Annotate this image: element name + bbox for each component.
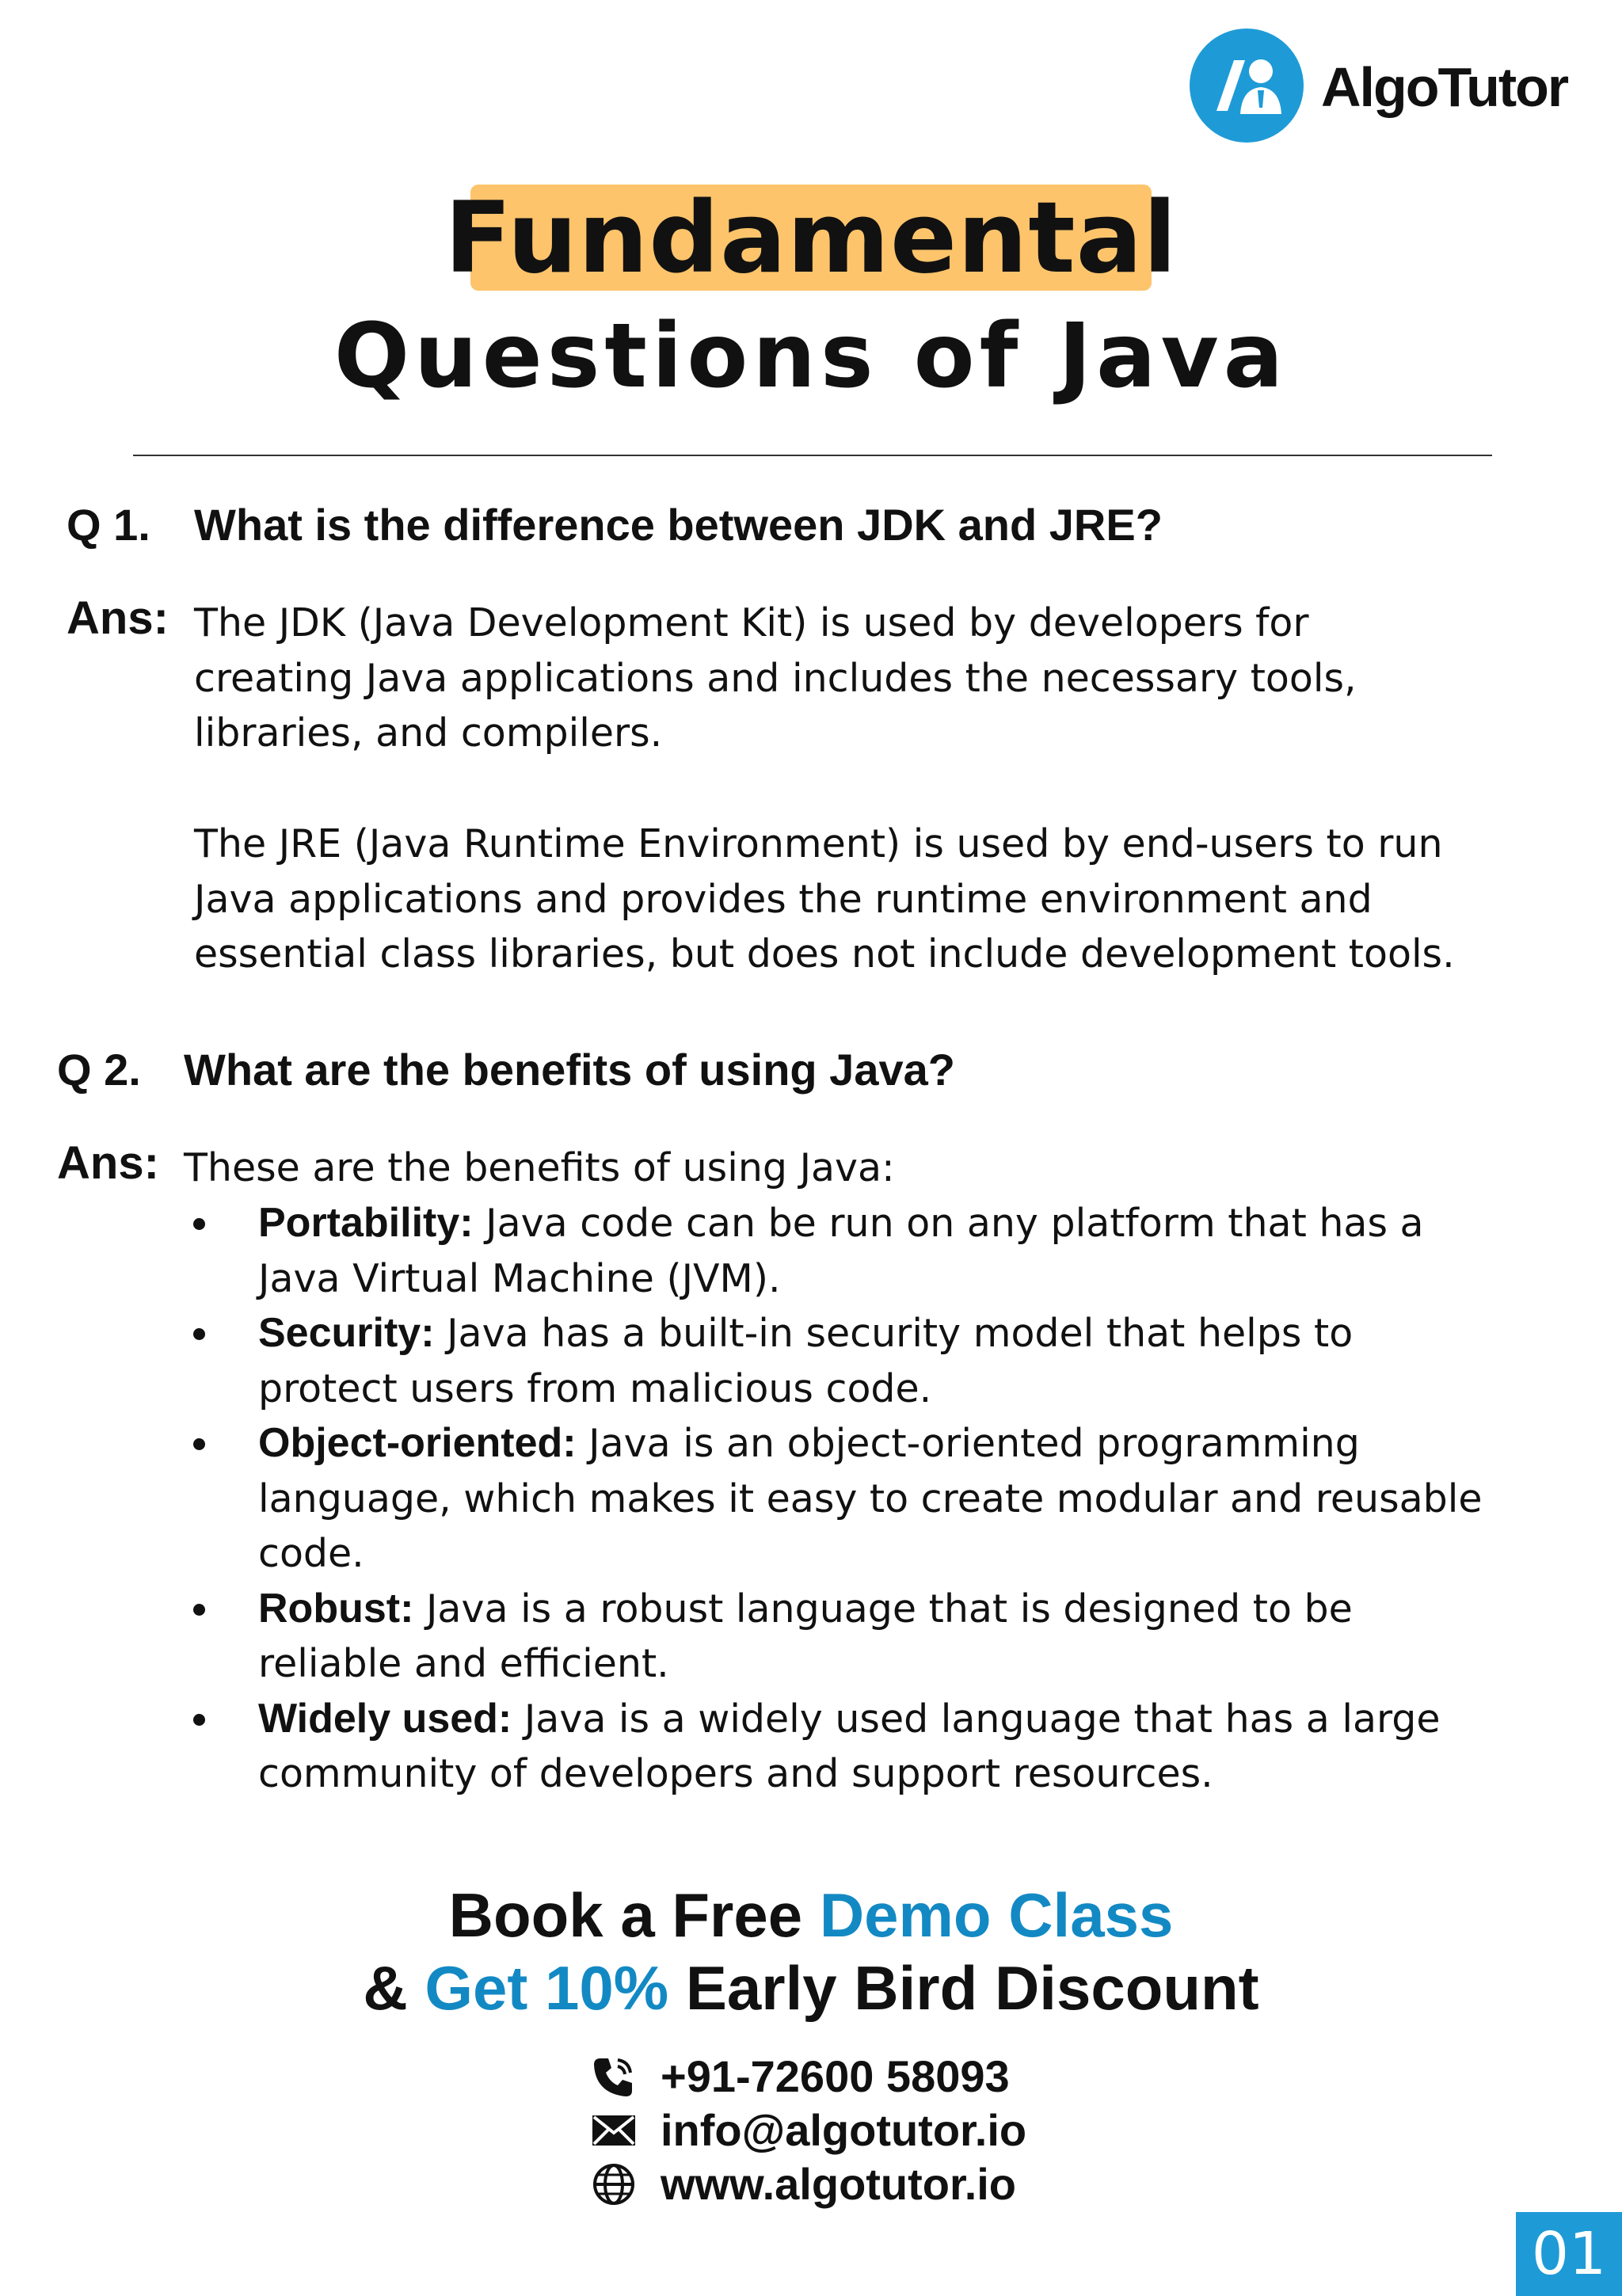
- q2-question: What are the benefits of using Java?: [184, 1045, 955, 1095]
- cta-text: Early Bird Discount: [668, 1953, 1259, 2023]
- mail-icon: [589, 2106, 638, 2155]
- globe-icon: [589, 2160, 638, 2209]
- benefit-term: Robust:: [258, 1585, 414, 1632]
- title-highlight-word: Fundamental: [444, 181, 1178, 295]
- q2-answer-intro: These are the benefits of using Java:: [184, 1145, 895, 1190]
- benefit-term: Widely used:: [258, 1695, 512, 1742]
- contact-website: [589, 2161, 1016, 2208]
- phone-icon: [589, 2052, 638, 2101]
- algotutor-logo-icon: [1190, 29, 1304, 143]
- cta-text: Book a Free: [448, 1880, 820, 1950]
- page-title: Questions of Java: [333, 305, 1289, 408]
- text-line: libraries, and compilers.: [194, 710, 663, 756]
- cta-text: &: [363, 1953, 425, 2023]
- q2-number: Q 2.: [57, 1045, 141, 1095]
- text-line: language, which makes it easy to create modular and reusable: [258, 1475, 1483, 1521]
- brand-name: AlgoTutor: [1321, 56, 1568, 118]
- list-item: [193, 1582, 1483, 1692]
- q1-answer-paragraph-2: [194, 817, 1455, 982]
- list-item: [193, 1416, 1483, 1582]
- q1-number: Q 1.: [67, 500, 150, 550]
- list-item: [193, 1196, 1483, 1306]
- q2-answer-label: Ans:: [57, 1137, 159, 1189]
- text-line: Java is a widely used language that has a large: [524, 1696, 1441, 1742]
- contact-email: [589, 2107, 1026, 2154]
- text-line: protect users from malicious code.: [258, 1365, 932, 1411]
- benefit-term: Security:: [258, 1310, 435, 1356]
- cta-line-1: [0, 1879, 1622, 1951]
- benefit-term: Object-oriented:: [258, 1420, 577, 1466]
- title-divider: [133, 455, 1492, 456]
- text-line: essential class libraries, but does not include development tools.: [194, 931, 1455, 977]
- list-item: [193, 1306, 1483, 1416]
- page-number: 01: [1516, 2212, 1622, 2296]
- q1-answer-paragraph-1: [194, 596, 1357, 761]
- text-line: Java is an object-oriented programming: [588, 1421, 1360, 1466]
- text-line: Java is a robust language that is designed to be: [425, 1586, 1353, 1632]
- text-line: Java code can be run on any platform that has a: [485, 1201, 1424, 1246]
- cta-demo-class: Demo Class: [819, 1880, 1174, 1950]
- cta-line-2: [0, 1951, 1622, 2024]
- email-address[interactable]: info@algotutor.io: [661, 2105, 1027, 2155]
- text-line: The JDK (Java Development Kit) is used by developers for: [194, 600, 1309, 645]
- text-line: The JRE (Java Runtime Environment) is used by end-users to run: [194, 821, 1443, 866]
- cta-discount: Get 10%: [425, 1953, 669, 2023]
- q1-question: What is the difference between JDK and JRE?: [194, 500, 1163, 550]
- q1-answer-label: Ans:: [67, 592, 169, 644]
- text-line: Java Virtual Machine (JVM).: [258, 1255, 781, 1301]
- text-line: reliable and efficient.: [258, 1641, 669, 1686]
- contact-phone: [589, 2053, 1010, 2100]
- website-url[interactable]: www.algotutor.io: [661, 2159, 1017, 2209]
- benefit-term: Portability:: [258, 1200, 474, 1246]
- text-line: creating Java applications and includes the necessary tools,: [194, 655, 1357, 701]
- text-line: community of developers and support resources.: [258, 1751, 1213, 1796]
- list-item: [193, 1692, 1483, 1802]
- phone-number[interactable]: +91-72600 58093: [661, 2051, 1010, 2101]
- benefits-list: [193, 1196, 1483, 1802]
- text-line: Java has a built-in security model that helps to: [447, 1311, 1354, 1356]
- text-line: Java applications and provides the runtime environment and: [194, 876, 1373, 922]
- text-line: code.: [258, 1531, 364, 1576]
